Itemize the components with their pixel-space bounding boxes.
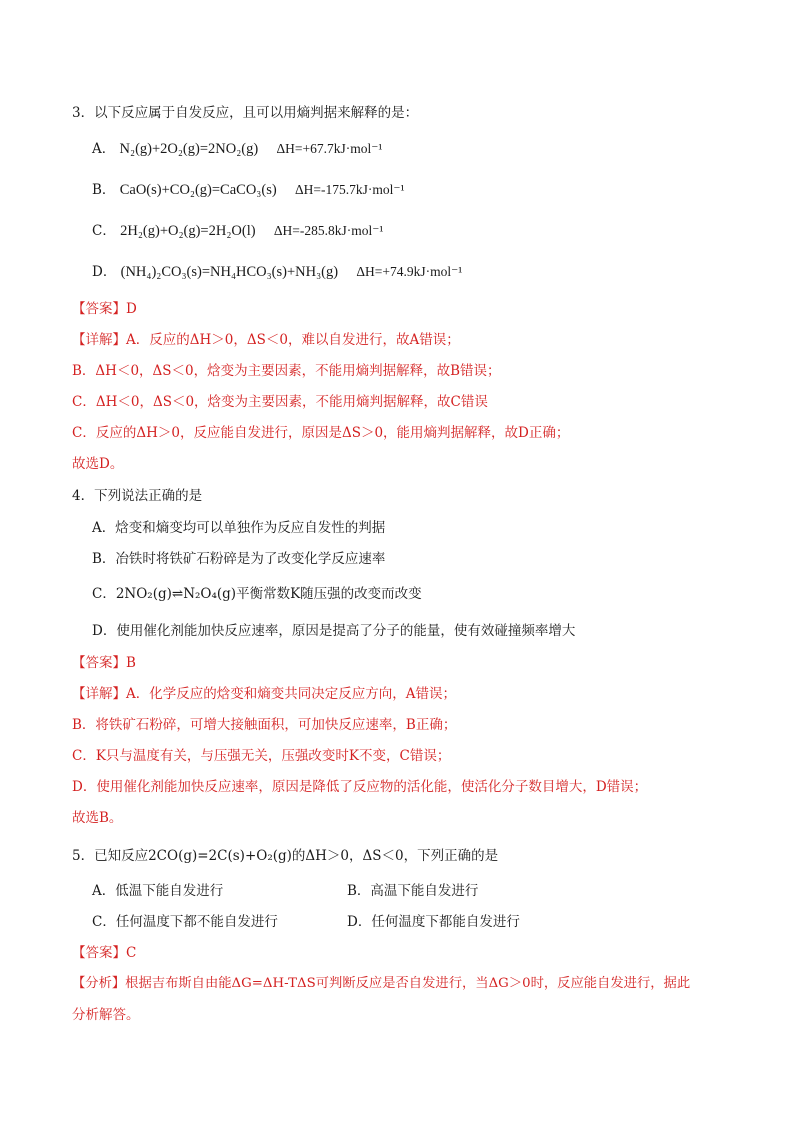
q4-answer-tag: 【答案】 xyxy=(72,655,126,671)
q4-option-d: D．使用催化剂能加快反应速率，原因是提高了分子的能量，使有效碰撞频率增大 xyxy=(92,623,576,639)
q5-option-b: B．高温下能自发进行 xyxy=(347,883,479,899)
q5-option-a: A．低温下能自发进行 xyxy=(92,883,224,899)
q4-stem: 4．下列说法正确的是 xyxy=(72,488,203,504)
q4-option-b: B．冶铁时将铁矿石粉碎是为了改变化学反应速率 xyxy=(92,551,386,567)
q4-detail-line-2: B．将铁矿石粉碎，可增大接触面积，可加快反应速率，B正确； xyxy=(72,717,457,733)
q5-option-c: C．任何温度下都不能自发进行 xyxy=(92,914,278,930)
q4-option-a: A．焓变和熵变均可以单独作为反应自发性的判据 xyxy=(92,520,386,536)
q3-answer xyxy=(72,299,137,319)
q3-detail-line-3: C．ΔH＜0，ΔS＜0，焓变为主要因素，不能用熵判据解释，故C错误 xyxy=(72,394,488,410)
q3-detail-line-4: C．反应的ΔH＞0，反应能自发进行，原因是ΔS＞0，能用熵判据解释，故D正确； xyxy=(72,425,570,441)
q4-conclusion: 故选B。 xyxy=(72,810,123,826)
q5-analysis-line-2: 分析解答。 xyxy=(72,1007,140,1023)
q5-stem: 5．已知反应2CO(g)=2C(s)+O₂(g)的ΔH＞0，ΔS＜0，下列正确的是 xyxy=(72,848,499,864)
q3-option-d xyxy=(92,262,462,282)
q3-option-d-label: D． xyxy=(92,264,117,280)
q5-answer xyxy=(72,943,136,963)
q3-option-a-label: A． xyxy=(92,141,116,157)
q3-option-c-enthalpy: ΔH=-285.8kJ·mol⁻¹ xyxy=(273,223,384,238)
q3-option-b-label: B． xyxy=(92,182,116,198)
q4-detail-line-4: D．使用催化剂能加快反应速率，原因是降低了反应物的活化能，使活化分子数目增大，D错误； xyxy=(72,779,648,795)
q3-option-a-enthalpy: ΔH=+67.7kJ·mol⁻¹ xyxy=(276,141,383,156)
q3-option-c-label: C． xyxy=(92,223,116,239)
q3-option-a-equation: N₂(g)+2O₂(g)=2NO₂(g) xyxy=(119,141,259,157)
q3-option-c-equation: 2H₂(g)+O₂(g)=2H₂O(l) xyxy=(120,223,256,239)
q3-option-d-enthalpy: ΔH=+74.9kJ·mol⁻¹ xyxy=(356,264,463,279)
q4-detail-line-1: 【详解】A．化学反应的焓变和熵变共同决定反应方向，A错误； xyxy=(72,686,456,702)
q3-stem: 3．以下反应属于自发反应，且可以用熵判据来解释的是： xyxy=(72,105,419,121)
q4-answer xyxy=(72,653,136,673)
q3-option-b-enthalpy: ΔH=-175.7kJ·mol⁻¹ xyxy=(294,182,405,197)
q3-option-b xyxy=(92,180,405,200)
q3-option-a xyxy=(92,139,382,159)
q3-detail-line-1: 【详解】A．反应的ΔH＞0，ΔS＜0，难以自发进行，故A错误； xyxy=(72,332,460,348)
q5-answer-value: C xyxy=(126,945,137,961)
q4-option-c: C．2NO₂(g)⇌N₂O₄(g)平衡常数K随压强的改变而改变 xyxy=(92,586,422,602)
q3-detail-line-2: B．ΔH＜0，ΔS＜0，焓变为主要因素，不能用熵判据解释，故B错误； xyxy=(72,363,501,379)
q5-analysis-line-1: 【分析】根据吉布斯自由能ΔG=ΔH-TΔS可判断反应是否自发进行，当ΔG＞0时，反应能自发进行，据此 xyxy=(72,976,691,991)
q5-answer-tag: 【答案】 xyxy=(72,945,126,961)
q3-answer-tag: 【答案】 xyxy=(72,301,126,317)
q3-conclusion: 故选D。 xyxy=(72,456,124,472)
q3-option-d-equation: (NH₄)₂CO₃(s)=NH₄HCO₃(s)+NH₃(g) xyxy=(120,264,339,280)
q3-option-b-equation: CaO(s)+CO₂(g)=CaCO₃(s) xyxy=(119,182,277,198)
q3-answer-value: D xyxy=(126,301,137,317)
q4-detail-line-3: C．K只与温度有关，与压强无关，压强改变时K不变，C错误； xyxy=(72,748,451,764)
q4-answer-value: B xyxy=(126,655,136,671)
q3-option-c xyxy=(92,221,383,241)
q5-option-d: D．任何温度下都能自发进行 xyxy=(347,914,520,930)
